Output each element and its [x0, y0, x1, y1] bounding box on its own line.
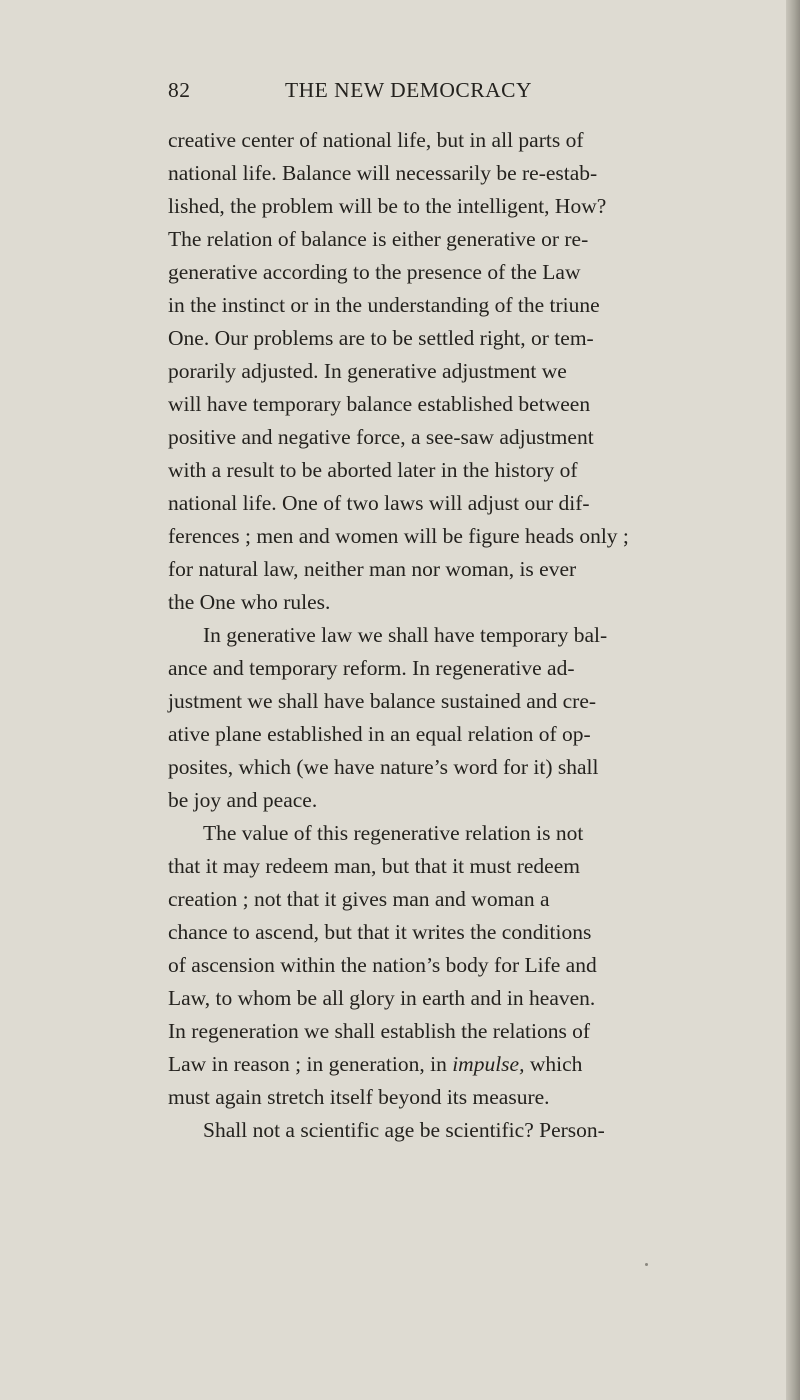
text-line: justment we shall have balance sustained and cre-	[168, 689, 597, 713]
text-line: with a result to be aborted later in the history of	[168, 458, 578, 482]
text-line: One. Our problems are to be settled right, or tem-	[168, 326, 594, 350]
text-line: that it may redeem man, but that it must redeem	[168, 854, 580, 878]
text-line: will have temporary balance established between	[168, 392, 591, 416]
line-text: Law in reason ; in generation, in	[168, 1052, 447, 1076]
text-line: porarily adjusted. In generative adjustment we	[168, 359, 567, 383]
text-line: In regeneration we shall establish the relations of	[168, 1019, 591, 1043]
paper-speck	[645, 1263, 648, 1266]
text-line: posites, which (we have nature’s word for it) shall	[168, 755, 599, 779]
text-line: The relation of balance is either generative or re-	[168, 227, 589, 251]
text-line: ance and temporary reform. In regenerative ad-	[168, 656, 575, 680]
text-line: ferences ; men and women will be figure heads only ;	[168, 524, 629, 548]
text-line: national life. Balance will necessarily be re-estab-	[168, 161, 598, 185]
text-line: generative according to the presence of the Law	[168, 260, 581, 284]
text-line: of ascension within the nation’s body for Life and	[168, 953, 597, 977]
text-line: in the instinct or in the understanding of the triune	[168, 293, 600, 317]
page-edge-shadow	[786, 0, 800, 1400]
text-line: ative plane established in an equal relation of op-	[168, 722, 591, 746]
text-line: for natural law, neither man nor woman, is ever	[168, 557, 577, 581]
paragraph-start-line: The value of this regenerative relation is not	[203, 821, 584, 845]
text-line: must again stretch itself beyond its measure.	[168, 1085, 550, 1109]
line-text-end: which	[529, 1052, 583, 1076]
paragraph-start-line: In generative law we shall have temporary bal-	[203, 623, 608, 647]
text-line: national life. One of two laws will adjust our dif-	[168, 491, 590, 515]
running-head: THE NEW DEMOCRACY	[285, 78, 532, 102]
italic-word: impulse,	[452, 1052, 525, 1076]
text-line: positive and negative force, a see-saw adjustment	[168, 425, 594, 449]
text-line: the One who rules.	[168, 590, 331, 614]
text-line: creative center of national life, but in all parts of	[168, 128, 584, 152]
text-line: lished, the problem will be to the intelligent, How?	[168, 194, 607, 218]
page-number: 82	[168, 78, 191, 102]
text-line: Law, to whom be all glory in earth and in heaven.	[168, 986, 596, 1010]
page-header	[168, 78, 668, 108]
text-line-with-italic	[168, 1048, 582, 1081]
text-line: creation ; not that it gives man and woman a	[168, 887, 550, 911]
paragraph-start-line: Shall not a scientific age be scientific? Person-	[203, 1118, 605, 1142]
text-line: be joy and peace.	[168, 788, 318, 812]
text-line: chance to ascend, but that it writes the conditions	[168, 920, 592, 944]
